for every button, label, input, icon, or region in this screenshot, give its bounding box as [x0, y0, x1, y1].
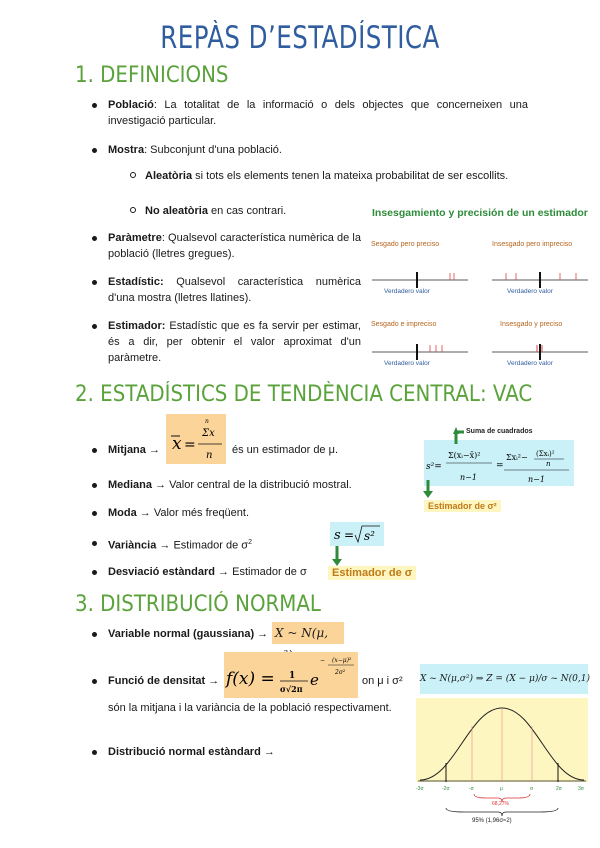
- svg-text:n: n: [205, 418, 209, 425]
- def-aleatoria: [145, 168, 528, 184]
- svg-text:n: n: [546, 460, 551, 468]
- term: Mostra: [108, 144, 145, 156]
- def-text: si tots els elements tenen la mateixa probabilitat de ser escollits.: [192, 170, 509, 182]
- svg-text:s²: s²: [364, 529, 375, 543]
- mitjana-formula: [166, 414, 226, 464]
- svg-text:n−1: n−1: [528, 475, 545, 484]
- term: Mitjana →: [108, 444, 160, 456]
- svg-text:e: e: [310, 671, 319, 689]
- density-formula: [224, 652, 358, 698]
- svg-text:(x−μ)²: (x−μ)²: [332, 657, 352, 664]
- normal-variable-formula: X ~ N(μ,: [272, 622, 344, 644]
- mean-formula-svg: [166, 414, 226, 464]
- def-parametre: [108, 230, 361, 262]
- term: Desviació estàndard: [108, 566, 215, 578]
- bullet: [92, 632, 97, 637]
- true-value-label: Verdadero valor: [384, 360, 430, 367]
- arrow-down-icon: [422, 480, 434, 498]
- bias-precision-figure: [370, 206, 595, 366]
- def-variancia: Variància → Estimador de $\sigma^2$: [108, 539, 252, 552]
- svg-text:s: s: [334, 528, 341, 543]
- svg-text:=: =: [344, 528, 355, 542]
- stddev-formula: [330, 522, 384, 546]
- svg-text:−: −: [320, 657, 326, 664]
- svg-text:-3σ: -3σ: [416, 786, 424, 792]
- term: Estadístic:: [108, 276, 164, 288]
- svg-text:μ: μ: [500, 786, 503, 792]
- svg-text:n: n: [206, 450, 213, 461]
- true-value-label: Verdadero valor: [507, 360, 553, 367]
- panel-label: Insesgado pero impreciso: [492, 241, 573, 248]
- bullet: [92, 511, 97, 516]
- svg-text:Σ(xᵢ−x̄)²: Σ(xᵢ−x̄)²: [448, 451, 481, 460]
- term: Aleatòria: [145, 170, 193, 182]
- def-text: → Valor més freqüent.: [136, 507, 250, 519]
- estandard-label: [108, 744, 308, 760]
- bullet: [92, 236, 97, 241]
- normal-curve-figure: [414, 698, 590, 830]
- svg-text:(Σxᵢ)²: (Σxᵢ)²: [536, 450, 555, 458]
- sub-bullet: [130, 207, 136, 213]
- def-estimador: [108, 318, 361, 366]
- term: Moda: [108, 507, 137, 519]
- density-formula-svg: [224, 652, 358, 698]
- term: Paràmetre: [108, 232, 162, 244]
- true-value-label: Verdadero valor: [384, 288, 430, 295]
- page-title: REPÀS D’ESTADÍSTICA: [160, 20, 440, 56]
- panel-label: Sesgado e impreciso: [371, 321, 437, 328]
- bullet: [92, 448, 97, 453]
- def-text: : Qualsevol característica numèrica de la població (lletres gregues).: [108, 232, 361, 260]
- term: Distribució normal estàndard →: [108, 746, 275, 758]
- term: Variància: [108, 539, 157, 552]
- svg-text:=: =: [496, 461, 504, 471]
- bullet: [92, 750, 97, 755]
- densitat-tail: on μ i σ²: [362, 675, 403, 687]
- def-text: Qualsevol característica numèrica d'una mostra (lletres llatines).: [108, 276, 361, 304]
- def-text: → Estimador de σ: [215, 566, 307, 578]
- term: Població: [108, 99, 154, 111]
- svg-text:=: =: [184, 437, 196, 453]
- def-text: → Valor central de la distribució mostral.: [152, 479, 352, 491]
- section-heading-normal: 3. DISTRIBUCIÓ NORMAL: [75, 592, 321, 617]
- suma-quadrats-label: Suma de cuadrados: [466, 428, 533, 435]
- def-moda: [108, 505, 408, 521]
- bullet: [92, 483, 97, 488]
- def-text: en cas contrari.: [207, 205, 287, 217]
- term: Variable normal (gaussiana) →: [108, 628, 269, 640]
- bullet: [92, 570, 97, 575]
- def-text: : La totalitat de la informació o dels objectes que concerneixen una investigació particular.: [108, 99, 528, 127]
- mitjana-label: [108, 442, 168, 458]
- sub-bullet: [130, 172, 136, 178]
- svg-text:f(x) =: f(x) =: [226, 669, 275, 689]
- panel-label: Insesgado y preciso: [500, 321, 563, 328]
- densitat-text: són la mitjana i la variància de la població respectivament.: [108, 702, 392, 714]
- bullet: [92, 148, 97, 153]
- svg-text:σ: σ: [530, 786, 534, 792]
- mitjana-text: és un estimador de μ.: [232, 444, 339, 456]
- svg-text:x: x: [172, 434, 182, 454]
- svg-text:-σ: -σ: [469, 786, 474, 792]
- def-text: Estadístic que es fa servir per estimar, és a dir, per obtenir el valor aproximat d'un paràmetre.: [108, 320, 361, 364]
- estimador-s2-label: Estimador de σ²: [424, 500, 501, 512]
- stddev-formula-svg: [330, 522, 384, 546]
- section-heading-vac: 2. ESTADÍSTICS DE TENDÈNCIA CENTRAL: VAC: [75, 382, 533, 407]
- variable-normal-label: [108, 626, 278, 642]
- variance-formula: [424, 440, 574, 486]
- svg-text:Σx: Σx: [202, 428, 215, 439]
- figure-title: Insesgamiento y precisión de un estimador: [372, 207, 588, 219]
- bias-diagram-svg: [370, 206, 595, 366]
- def-estadistic: [108, 274, 361, 306]
- bullet: [92, 541, 97, 546]
- svg-text:2σ: 2σ: [556, 786, 562, 792]
- curve-label-95: 95% (1,96σ≈2): [472, 818, 512, 824]
- arrow-down-icon: [331, 546, 343, 566]
- true-value-label: Verdadero valor: [507, 288, 553, 295]
- def-text: : Subconjunt d'una població.: [144, 144, 282, 156]
- curve-label-68: 68,27%: [492, 801, 509, 807]
- standardize-formula: X ~ N(μ,σ²) ⇒ Z = (X − μ)/σ ~ N(0,1): [420, 664, 588, 694]
- normal-curve-svg: [414, 698, 590, 830]
- term: Funció de densitat →: [108, 675, 220, 687]
- def-text: → Estimador de σ: [156, 539, 249, 552]
- bullet: [92, 324, 97, 329]
- svg-text:n−1: n−1: [460, 473, 477, 482]
- term: No aleatòria: [145, 205, 208, 217]
- term: Mediana: [108, 479, 153, 491]
- def-mostra: [108, 142, 528, 158]
- svg-text:1: 1: [289, 671, 296, 681]
- densitat-label: [108, 673, 228, 689]
- section-heading-definicions: 1. DEFINICIONS: [75, 63, 229, 88]
- svg-text:3σ: 3σ: [578, 786, 584, 792]
- svg-text:-2σ: -2σ: [442, 786, 450, 792]
- bullet: [92, 280, 97, 285]
- svg-text:2σ²: 2σ²: [335, 669, 346, 676]
- estimador-s-label: Estimador de σ: [328, 566, 416, 580]
- variance-formula-svg: [424, 440, 574, 486]
- def-no-aleatoria: [145, 203, 405, 219]
- def-mediana: [108, 477, 408, 493]
- def-poblacio: [108, 97, 528, 129]
- term: Estimador:: [108, 320, 166, 332]
- svg-text:s²=: s²=: [426, 462, 442, 472]
- panel-label: Sesgado pero preciso: [371, 241, 440, 248]
- bullet: [92, 103, 97, 108]
- svg-text:Σxᵢ²−: Σxᵢ²−: [506, 453, 528, 462]
- bullet: [92, 679, 97, 684]
- svg-text:σ√2π: σ√2π: [280, 684, 303, 694]
